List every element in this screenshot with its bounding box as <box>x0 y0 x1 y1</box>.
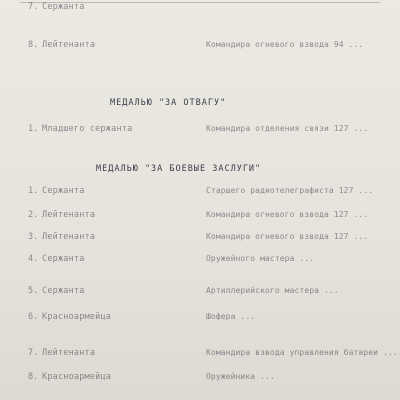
entry-number: 8. <box>28 40 39 50</box>
section-heading-zaslugi: МЕДАЛЬЮ "ЗА БОЕВЫЕ ЗАСЛУГИ" <box>96 164 262 174</box>
entry-rank: Сержанта <box>42 286 85 296</box>
list-item <box>28 186 388 212</box>
entry-rank: Сержанта <box>42 186 85 196</box>
entry-number: 7. <box>28 2 39 12</box>
entry-rank: Младшего сержанта <box>42 124 133 134</box>
entry-number: 4. <box>28 254 39 264</box>
list-item <box>28 348 398 374</box>
entry-number: 8. <box>28 372 39 382</box>
entry-rank: Красноармейца <box>42 372 112 382</box>
entry-rank: Лейтенанта <box>42 210 96 220</box>
list-item <box>28 312 388 338</box>
entry-duty: Оружейного мастера ... <box>206 254 315 263</box>
entry-duty: Старшего радиотелеграфиста 127 ... <box>206 186 374 195</box>
list-item <box>28 286 388 312</box>
entry-rank: Лейтенанта <box>42 348 96 358</box>
list-item <box>28 2 388 28</box>
entry-duty: Командира огневого взвода 94 ... <box>206 40 364 49</box>
entry-number: 5. <box>28 286 39 296</box>
entry-rank: Лейтенанта <box>42 232 96 242</box>
entry-rank: Лейтенанта <box>42 40 96 50</box>
entry-number: 3. <box>28 232 39 242</box>
entry-rank: Сержанта <box>42 254 85 264</box>
list-item <box>28 372 388 398</box>
entry-number: 1. <box>28 124 39 134</box>
list-item <box>28 124 388 150</box>
entry-duty: Командира отделения связи 127 ... <box>206 124 369 133</box>
entry-duty: Командира взвода управления батареи ... <box>206 348 398 357</box>
entry-duty: Командира огневого взвода 127 ... <box>206 232 369 241</box>
list-item <box>28 254 388 280</box>
entry-duty: Оружейника ... <box>206 372 275 381</box>
entry-rank: Красноармейца <box>42 312 112 322</box>
entry-number: 6. <box>28 312 39 322</box>
entry-number: 7. <box>28 348 39 358</box>
list-item <box>28 40 388 66</box>
entry-rank: Сержанта <box>42 2 85 12</box>
entry-number: 1. <box>28 186 39 196</box>
section-heading-otvagu: МЕДАЛЬЮ "ЗА ОТВАГУ" <box>110 98 227 108</box>
entry-duty: Шофера ... <box>206 312 256 321</box>
entry-duty: Артиллерийского мастера ... <box>206 286 339 295</box>
entry-number: 2. <box>28 210 39 220</box>
entry-duty: Командира огневого взвода 127 ... <box>206 210 369 219</box>
